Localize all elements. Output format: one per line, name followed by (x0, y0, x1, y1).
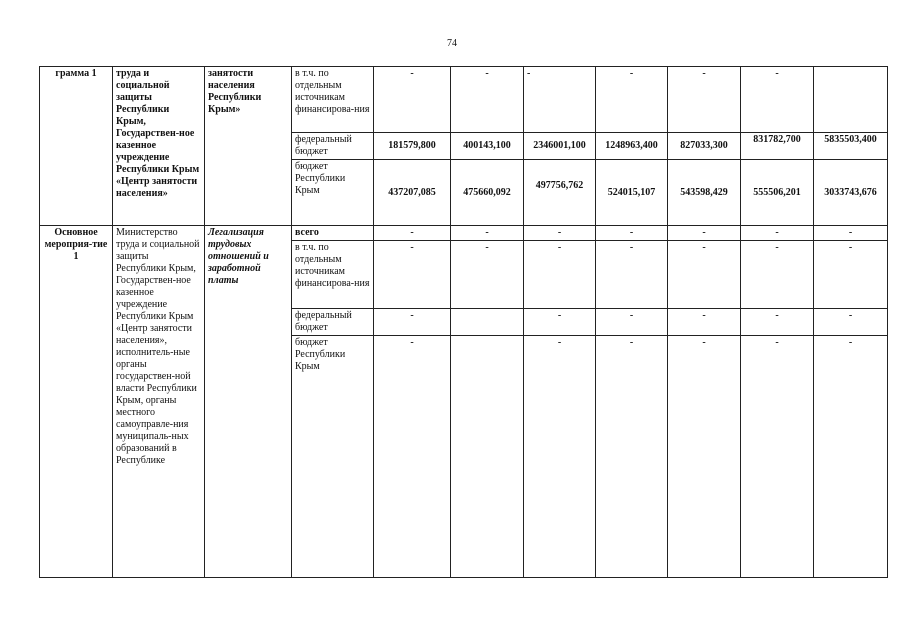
value-cell: 5835503,400 (814, 133, 888, 160)
page-number: 74 (447, 38, 457, 49)
value-cell: - (451, 226, 524, 241)
funding-source: в т.ч. по отдельным источникам финансирова-ния (292, 67, 374, 133)
value-cell: 400143,100 (451, 133, 524, 160)
value-cell: 3033743,676 (814, 160, 888, 226)
program-cell: Основное мероприя-тие 1 (40, 226, 113, 578)
value-cell: 2346001,100 (524, 133, 596, 160)
value-cell: - (374, 241, 451, 309)
value-cell: - (814, 241, 888, 309)
value-cell: - (668, 67, 741, 133)
value-cell: 437207,085 (374, 160, 451, 226)
measure-name-cell: занятости населения Республики Крым» (205, 67, 292, 226)
value-cell: 524015,107 (596, 160, 668, 226)
value-cell: - (596, 309, 668, 336)
value-cell: 181579,800 (374, 133, 451, 160)
funding-source: федеральный бюджет (292, 309, 374, 336)
value-cell: - (741, 336, 814, 578)
table-row (40, 226, 888, 241)
value-cell: - (524, 241, 596, 309)
funding-source: бюджет Республики Крым (292, 336, 374, 578)
value-cell: - (374, 67, 451, 133)
value-cell: - (668, 226, 741, 241)
value-cell: - (668, 336, 741, 578)
value-cell (451, 336, 524, 578)
value-cell: - (524, 309, 596, 336)
value-cell: 555506,201 (741, 160, 814, 226)
value-cell (814, 67, 888, 133)
value-cell: 475660,092 (451, 160, 524, 226)
value-cell: - (596, 67, 668, 133)
program-cell: грамма 1 (40, 67, 113, 226)
value-cell: - (741, 67, 814, 133)
value-cell: - (814, 309, 888, 336)
value-cell: - (374, 226, 451, 241)
value-cell: 827033,300 (668, 133, 741, 160)
table-row (40, 67, 888, 133)
funding-table (39, 66, 888, 578)
value-cell: - (814, 336, 888, 578)
value-cell: - (596, 226, 668, 241)
value-cell: 543598,429 (668, 160, 741, 226)
value-cell: - (814, 226, 888, 241)
funding-source: всего (292, 226, 374, 241)
value-cell: - (741, 309, 814, 336)
executor-cell: Министерство труда и социальной защиты Республики Крым, Государствен-ное казенное учреждение Республики Крым «Центр занятости населения», исполнитель-ные органы государствен-ной власти Республики Крым, органы местного самоуправле-ния муниципаль-ных образований в Республике (113, 226, 205, 578)
value-cell: - (668, 309, 741, 336)
funding-source: бюджет Республики Крым (292, 160, 374, 226)
value-cell: 497756,762 (524, 160, 596, 226)
funding-source: в т.ч. по отдельным источникам финансирова-ния (292, 241, 374, 309)
value-cell: - (596, 241, 668, 309)
executor-cell: труда и социальной защиты Республики Крым, Государствен-ное казенное учреждение Республики Крым «Центр занятости населения» (113, 67, 205, 226)
value-cell: - (596, 336, 668, 578)
value-cell: - (524, 226, 596, 241)
value-cell (451, 309, 524, 336)
value-cell: - (524, 67, 596, 133)
value-cell: - (374, 336, 451, 578)
value-cell: - (668, 241, 741, 309)
value-cell: 831782,700 (741, 133, 814, 160)
value-cell: - (451, 67, 524, 133)
value-cell: - (374, 309, 451, 336)
value-cell: - (741, 226, 814, 241)
value-cell: - (524, 336, 596, 578)
value-cell: - (451, 241, 524, 309)
funding-source: федеральный бюджет (292, 133, 374, 160)
value-cell: - (741, 241, 814, 309)
value-cell: 1248963,400 (596, 133, 668, 160)
measure-name-cell: Легализация трудовых отношений и заработной платы (205, 226, 292, 578)
